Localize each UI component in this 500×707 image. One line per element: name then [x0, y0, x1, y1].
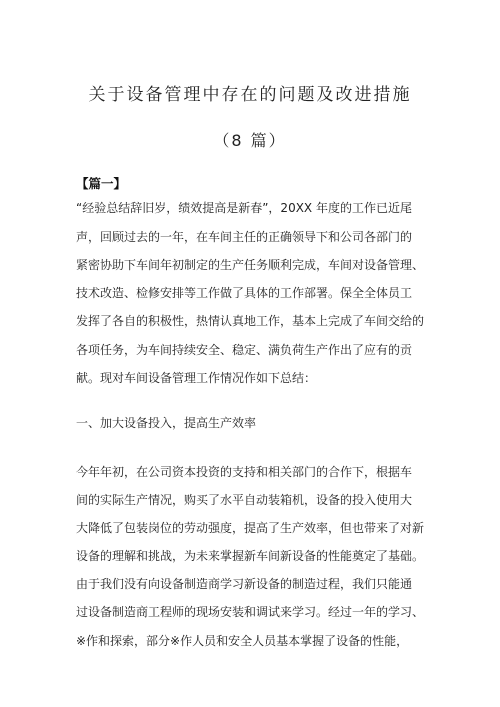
section-heading: 【篇一】 [76, 176, 127, 191]
document-title: 关于设备管理中存在的问题及改进措施 [88, 85, 412, 105]
body-line: 由于我们没有向设备制造商学习新设备的制造过程，我们只能通 [76, 577, 413, 591]
body-line: 今年年初，在公司资本投资的支持和相关部门的合作下，根据车 [76, 465, 413, 479]
intro-line: “经验总结辞旧岁，绩效提高是新春”，20XX 年度的工作已近尾 [76, 201, 412, 215]
body-line: 间的实际生产情况，购买了水平自动装箱机，设备的投入使用大 [76, 493, 413, 507]
body-line: 过设备制造商工程师的现场安装和调试来学习。经过一年的学习、 [76, 605, 425, 619]
intro-line: 技术改造、检修安排等工作做了具体的工作部署。保全全体员工 [76, 286, 413, 300]
intro-line: 发挥了各自的积极性，热情认真地工作，基本上完成了车间交给的 [76, 314, 425, 328]
body-line: ※作和探索，部分※作人员和安全人员基本掌握了设备的性能， [76, 634, 409, 648]
body-line: 设备的理解和挑战，为未来掌握新车间新设备的性能奠定了基础。 [76, 549, 425, 563]
intro-line: 各项任务，为车间持续安全、稳定、满负荷生产作出了应有的贡 [76, 343, 413, 357]
intro-line: 声，回顾过去的一年，在车间主任的正确领导下和公司各部门的 [76, 230, 413, 244]
intro-line: 献。现对车间设备管理工作情况作如下总结： [76, 371, 317, 385]
document-subtitle: （8 篇） [213, 131, 287, 150]
subheading-one: 一、加大设备投入，提高生产效率 [76, 416, 257, 430]
body-line: 大降低了包装岗位的劳动强度，提高了生产效率，但也带来了对新 [76, 521, 425, 535]
intro-line: 紧密协助下车间年初制定的生产任务顺利完成，车间对设备管理、 [76, 258, 425, 272]
